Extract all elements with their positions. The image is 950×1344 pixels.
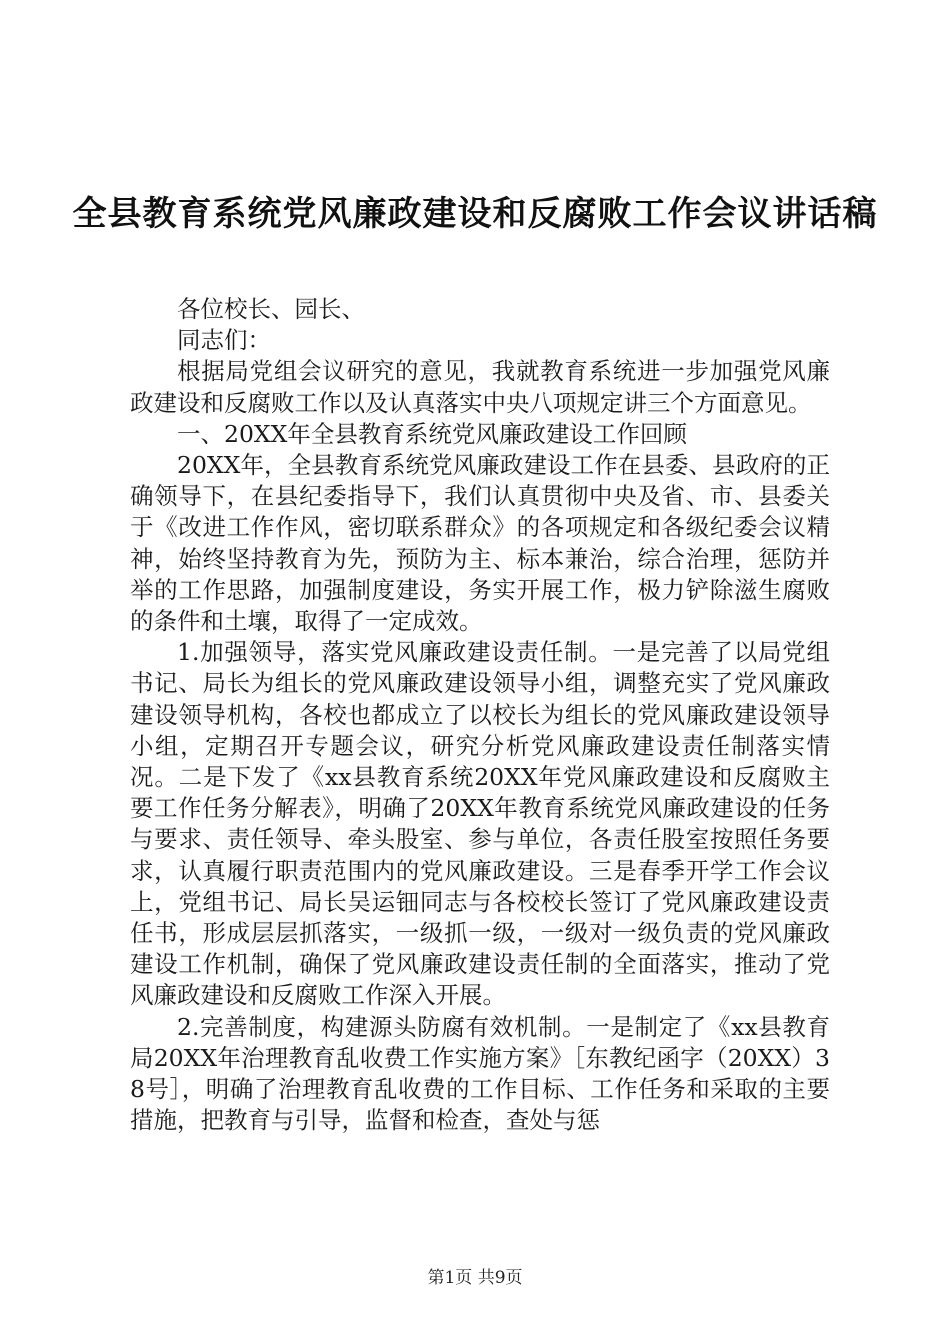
document-body [130,294,830,1136]
document-title: 全县教育系统党风廉政建设和反腐败工作会议讲话稿 [72,193,878,234]
page-number-footer: 第1页 共9页 [427,1268,523,1288]
section-heading: 一、20XX年全县教育系统党风廉政建设工作回顾 [177,419,687,448]
body-paragraph: 1.加强领导，落实党风廉政建设责任制。一是完善了以局党组书记、局长为组长的党风廉政建设领导小组，调整充实了党风廉政建设领导机构，各校也都成立了以校长为组长的党风廉政建设领导小组，定期召开专题会议，研究分析党风廉政建设责任制落实情况。二是下发了《xx县教育系统20XX年党风廉政建设和反腐败主要工作任务分解表》，明确了20XX年教育系统党风廉政建设的任务与要求、责任领导、牵头股室、参与单位，各责任股室按照任务要求，认真履行职责范围内的党风廉政建设。三是春季开学工作会议上，党组书记、局长吴运钿同志与各校校长签订了党风廉政建设责任书，形成层层抓落实，一级抓一级，一级对一级负责的党风廉政建设工作机制，确保了党风廉政建设责任制的全面落实，推动了党风廉政建设和反腐败工作深入开展。 [130,638,830,1010]
salutation-line: 同志们： [177,326,271,355]
body-paragraph: 20XX年，全县教育系统党风廉政建设工作在县委、县政府的正确领导下，在县纪委指导下，我们认真贯彻中央及省、市、县委关于《改进工作作风，密切联系群众》的各项规定和各级纪委会议精神，始终坚持教育为先，预防为主、标本兼治，综合治理，惩防并举的工作思路，加强制度建设，务实开展工作，极力铲除滋生腐败的条件和土壤，取得了一定成效。 [130,451,830,636]
salutation-line: 各位校长、园长、 [177,295,365,323]
body-paragraph: 根据局党组会议研究的意见，我就教育系统进一步加强党风廉政建设和反腐败工作以及认真落实中央八项规定讲三个方面意见。 [130,357,830,417]
body-paragraph: 2.完善制度，构建源头防腐有效机制。一是制定了《xx县教育局20XX年治理教育乱收费工作实施方案》［东教纪函字（20XX）38号］，明确了治理教育乱收费的工作目标、工作任务和采取的主要措施，把教育与引导，监督和检查，查处与惩 [130,1012,830,1135]
